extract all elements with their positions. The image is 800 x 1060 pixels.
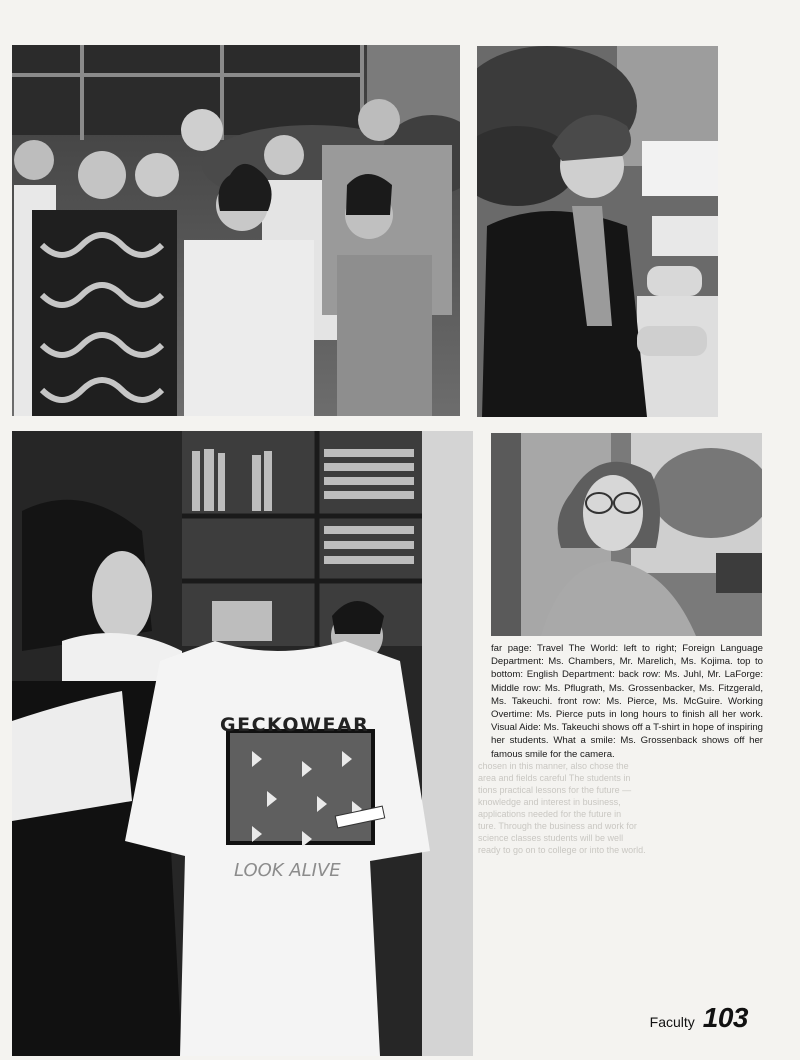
section-name: Faculty — [649, 1014, 695, 1030]
photo-working-overtime — [477, 46, 718, 417]
bleed-line: applications needed for the future in — [478, 809, 622, 819]
tshirt-brand-text: GECKOWEAR — [220, 714, 370, 736]
bleed-line: area and fields careful The students in — [478, 773, 631, 783]
photo-faculty-group — [12, 45, 460, 416]
what-a-smile-image — [491, 433, 762, 636]
bleed-line: chosen in this manner, also chose the — [478, 761, 629, 771]
photo-visual-aide — [12, 431, 473, 1056]
bleed-line: tions practical lessons for the future — — [478, 785, 632, 795]
bleed-line: ture. Through the business and work for — [478, 821, 637, 831]
page-number: 103 — [702, 1002, 748, 1033]
bleed-line: ready to go on to college or into the world. — [478, 845, 646, 855]
photo-caption: far page: Travel The World: left to right; Foreign Language Department: Ms. Chambers, Mr. Marelich, Ms. Kojima. top to bottom: English Department: back row: Ms. Juhl, Mr. LaForge: Middle row: Ms. Pflugrath, Ms. Grossenbacker, Ms. Fitzgerald, Ms. Takeuchi. front row: Ms. Pierce, Ms. McGuire. Working Overtime: Ms. Pierce puts in long hours to finish all her work. Visual Aide: Ms. Takeuchi shows off a T-shirt in hope of inspiring her students. What a smile: Ms. Grossenback shows off her famous smile for the camera. — [491, 643, 763, 760]
page-folio — [650, 1002, 748, 1034]
visual-aide-image — [12, 431, 473, 1056]
tshirt-slogan-text: LOOK ALIVE — [234, 860, 341, 881]
faculty-group-image — [12, 45, 460, 416]
bleed-line: knowledge and interest in business, — [478, 797, 621, 807]
bleed-through-text — [478, 760, 748, 856]
working-overtime-image — [477, 46, 718, 417]
photo-what-a-smile — [491, 433, 762, 636]
bleed-line: science classes students will be well — [478, 833, 624, 843]
